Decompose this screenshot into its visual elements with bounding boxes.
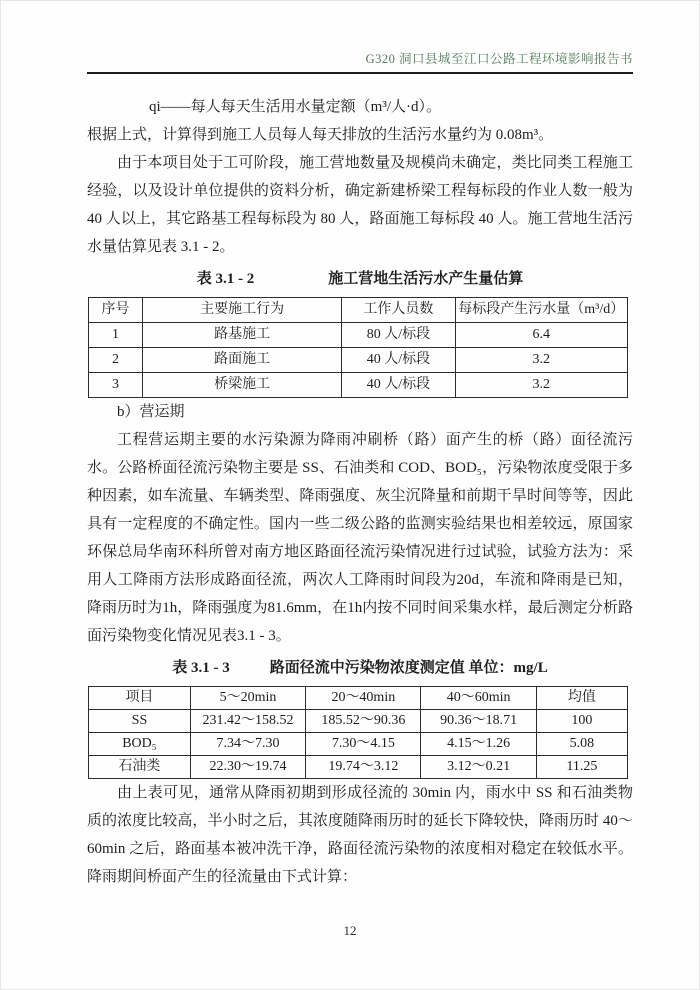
table1-caption-title: 施工营地生活污水产生量估算 bbox=[328, 271, 524, 287]
table-cell: SS bbox=[89, 710, 191, 733]
table-cell: 6.4 bbox=[455, 323, 628, 348]
table-runoff-concentration bbox=[88, 686, 628, 779]
table-cell: 40 人/标段 bbox=[342, 373, 455, 398]
table-header-row bbox=[89, 687, 628, 710]
report-title: G320 洞口县城至江口公路工程环境影响报告书 bbox=[365, 52, 633, 66]
page-number: 12 bbox=[343, 923, 357, 938]
table-header-cell: 序号 bbox=[89, 298, 143, 323]
table-cell: 7.30～4.15 bbox=[306, 733, 421, 756]
table-header-cell: 项目 bbox=[89, 687, 191, 710]
table-cell: 185.52～90.36 bbox=[306, 710, 421, 733]
table-header-row bbox=[89, 298, 628, 323]
table-cell: 路面施工 bbox=[142, 348, 341, 373]
paragraph-wastewater-result: 根据上式，计算得到施工人员每人每天排放的生活污水量约为 0.08m³。 bbox=[87, 127, 554, 143]
table-cell: 3.12～0.21 bbox=[421, 756, 536, 779]
table-row bbox=[89, 323, 628, 348]
table2-caption-label: 表 3.1 - 3 bbox=[172, 660, 230, 676]
table-cell: 路基施工 bbox=[142, 323, 341, 348]
table-cell: 3 bbox=[89, 373, 143, 398]
table-row bbox=[89, 733, 628, 756]
table-cell: BOD₅ bbox=[89, 733, 191, 756]
table-header-cell: 40～60min bbox=[421, 687, 536, 710]
table-cell: 22.30～19.74 bbox=[190, 756, 305, 779]
table-header-cell: 均值 bbox=[536, 687, 627, 710]
table-row bbox=[89, 756, 628, 779]
paragraph-operation-period: 工程营运期主要的水污染源为降雨冲刷桥（路）面产生的桥（路）面径流污水。公路桥面径流污染物主要是 SS、石油类和 COD、BOD₅，污染物浓度受限于多种因素，如车流量、车辆类型、降雨强度、灰尘沉降量和前期干旱时间等等，因此具有一定程度的不确定性。国内一些二级公路的监测实验结果也相差较远，原国家环保总局华南环科所曾对南方地区路面径流污染情况进行过试验，试验方法为：采用人工降雨方法形成路面径流，两次人工降雨时间段为20d，车流和降雨是已知，降雨历时为1h，降雨强度为81.6mm，在1h内按不同时间采集水样，最后测定分析路面污染物变化情况见表3.1 - 3。 bbox=[87, 432, 633, 644]
table1-caption bbox=[87, 267, 633, 291]
table-row bbox=[89, 373, 628, 398]
table-cell: 19.74～3.12 bbox=[306, 756, 421, 779]
table-header-cell: 20～40min bbox=[306, 687, 421, 710]
table-cell: 1 bbox=[89, 323, 143, 348]
section-b-heading: b）营运期 bbox=[117, 404, 185, 420]
paragraph-conclusion: 由上表可见，通常从降雨初期到形成径流的 30min 内，雨水中 SS 和石油类物质的浓度比较高，半小时之后，其浓度随降雨历时的延长下降较快，降雨历时 40～60min 之后，路面基本被冲洗干净，路面径流污染物的浓度相对稳定在较低水平。降雨期间桥面产生的径流量由下式计算： bbox=[87, 785, 633, 885]
page-content bbox=[87, 93, 633, 891]
table1-caption-label: 表 3.1 - 2 bbox=[196, 271, 255, 287]
table-cell: 231.42～158.52 bbox=[190, 710, 305, 733]
table-cell: 4.15～1.26 bbox=[421, 733, 536, 756]
table-row bbox=[89, 710, 628, 733]
table2-caption-title: 路面径流中污染物浓度测定值 单位：mg/L bbox=[269, 660, 548, 676]
table-cell: 5.08 bbox=[536, 733, 627, 756]
table-cell: 90.36～18.71 bbox=[421, 710, 536, 733]
table-cell: 80 人/标段 bbox=[342, 323, 455, 348]
page-header bbox=[87, 49, 633, 74]
table-cell: 3.2 bbox=[455, 373, 628, 398]
table-sewage-estimate bbox=[88, 297, 628, 398]
table2-caption bbox=[87, 656, 633, 680]
formula-definition: qi——每人每天生活用水量定额（m³/人·d）。 bbox=[149, 99, 441, 115]
table-cell: 桥梁施工 bbox=[142, 373, 341, 398]
table-header-cell: 主要施工行为 bbox=[142, 298, 341, 323]
table-header-cell: 5～20min bbox=[190, 687, 305, 710]
paragraph-project-stage: 由于本项目处于工可阶段，施工营地数量及规模尚未确定，类比同类工程施工经验，以及设计单位提供的资料分析，确定新建桥梁工程每标段的作业人数一般为 40 人以上，其它路基工程每标段为 80 人，路面施工每标段 40 人。施工营地生活污水量估算见表 3.1 - 2。 bbox=[87, 155, 633, 255]
table-cell: 石油类 bbox=[89, 756, 191, 779]
table-cell: 3.2 bbox=[455, 348, 628, 373]
table-header-cell: 工作人员数 bbox=[342, 298, 455, 323]
table-cell: 40 人/标段 bbox=[342, 348, 455, 373]
table-cell: 2 bbox=[89, 348, 143, 373]
table-cell: 7.34～7.30 bbox=[190, 733, 305, 756]
table-row bbox=[89, 348, 628, 373]
table-cell: 11.25 bbox=[536, 756, 627, 779]
table-header-cell: 每标段产生污水量（m³/d） bbox=[455, 298, 628, 323]
table-cell: 100 bbox=[536, 710, 627, 733]
